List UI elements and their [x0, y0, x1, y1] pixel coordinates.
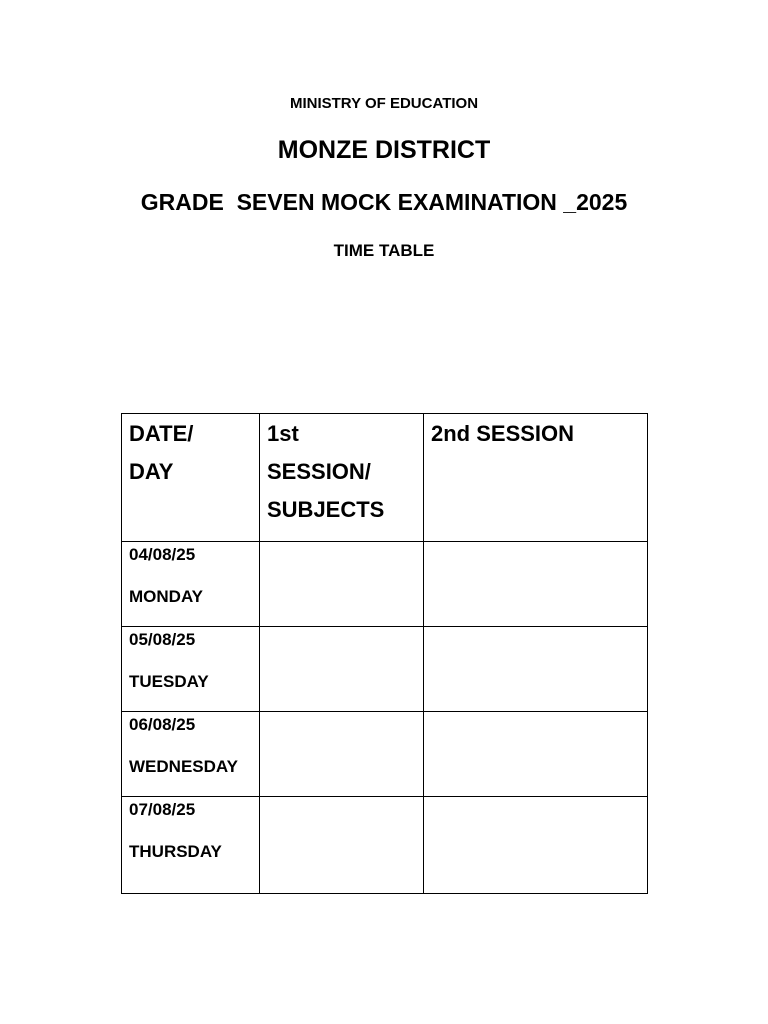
- date-day-cell: [122, 542, 260, 627]
- timetable-heading: TIME TABLE: [333, 241, 435, 260]
- ministry-heading: MINISTRY OF EDUCATION: [289, 95, 479, 112]
- date-text: 06/08/25: [129, 715, 196, 734]
- column-header-line: DAY: [129, 459, 174, 484]
- date-day-cell: [122, 712, 260, 797]
- column-header-line: SESSION/: [267, 459, 371, 484]
- date-text: 04/08/25: [129, 545, 196, 564]
- date-text: 07/08/25: [129, 800, 196, 819]
- column-header-line: 2nd SESSION: [431, 421, 575, 446]
- exam-title: GRADE SEVEN MOCK EXAMINATION _2025: [140, 189, 628, 215]
- column-header-line: DATE/: [129, 421, 194, 446]
- day-text: WEDNESDAY: [129, 757, 238, 776]
- table-row: [122, 627, 648, 712]
- date-day-cell: [122, 627, 260, 712]
- second-session-cell: [424, 797, 648, 894]
- first-session-cell: [260, 627, 424, 712]
- timetable-table: [121, 413, 648, 894]
- table-row: [122, 797, 648, 894]
- day-text: TUESDAY: [129, 672, 209, 691]
- date-day-cell: [122, 797, 260, 894]
- district-heading: MONZE DISTRICT: [277, 136, 491, 164]
- second-session-cell: [424, 542, 648, 627]
- date-text: 05/08/25: [129, 630, 196, 649]
- table-header-row: [122, 414, 648, 542]
- first-session-cell: [260, 712, 424, 797]
- column-header-second-session: [424, 414, 648, 542]
- first-session-cell: [260, 797, 424, 894]
- day-text: MONDAY: [129, 587, 203, 606]
- table-row: [122, 542, 648, 627]
- column-header-line: SUBJECTS: [267, 497, 385, 522]
- day-text: THURSDAY: [129, 842, 222, 861]
- column-header-first-session: [260, 414, 424, 542]
- column-header-date-day: [122, 414, 260, 542]
- second-session-cell: [424, 712, 648, 797]
- table-row: [122, 712, 648, 797]
- column-header-line: 1st: [267, 421, 299, 446]
- second-session-cell: [424, 627, 648, 712]
- first-session-cell: [260, 542, 424, 627]
